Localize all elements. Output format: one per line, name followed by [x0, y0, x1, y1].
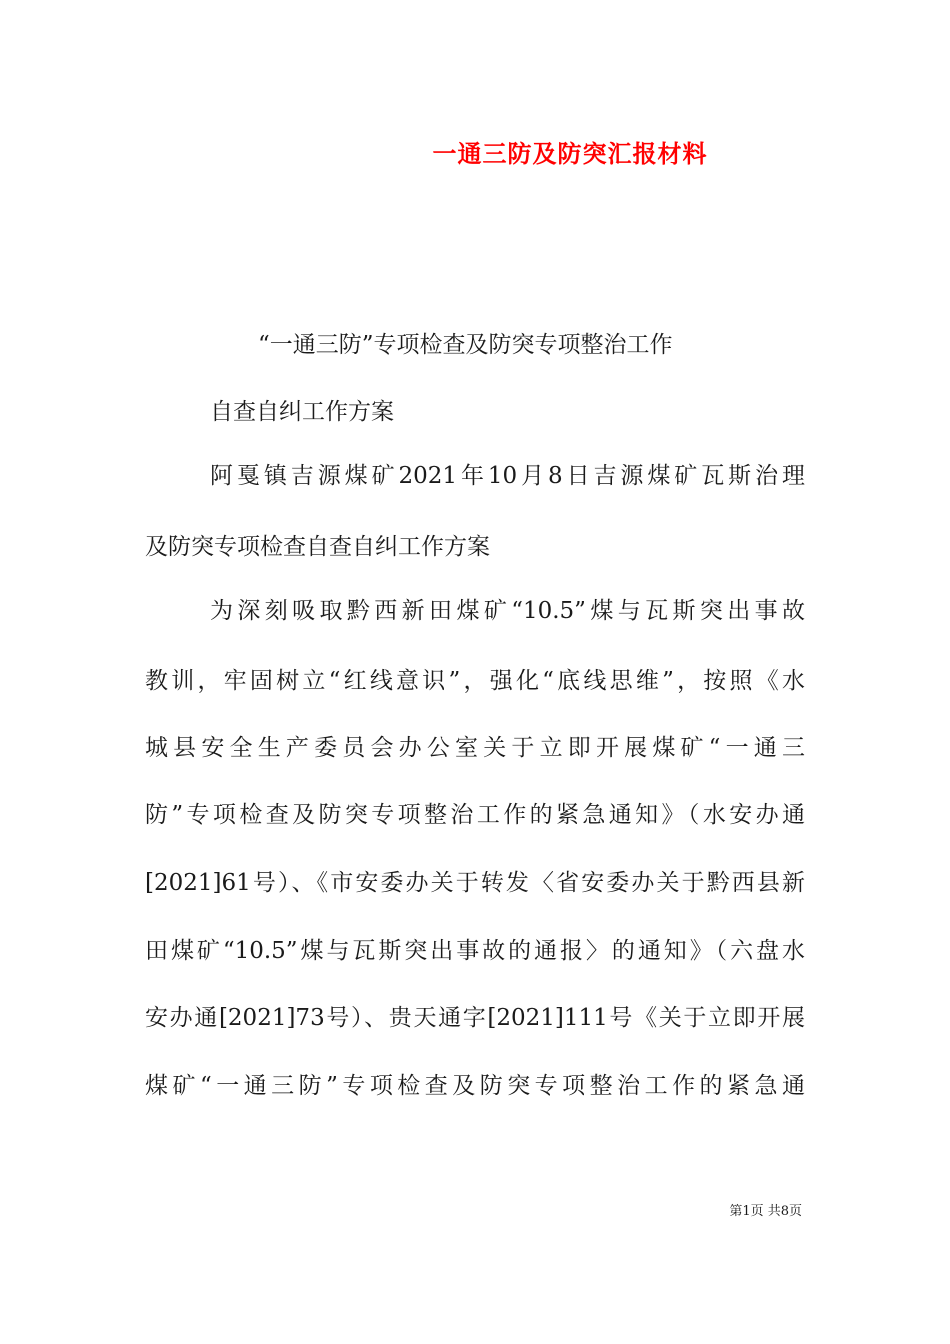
- paragraph-line: 煤矿“一通三防”专项检查及防突专项整治工作的紧急通: [145, 1073, 805, 1099]
- document-title: 一通三防及防突汇报材料: [432, 140, 708, 168]
- page-number-footer: 第1页 共8页: [729, 1204, 802, 1219]
- paragraph-line: [2021]61号）、《市安委办关于转发〈省安委办关于黔西县新: [145, 870, 805, 896]
- subtitle-line-2: 自查自纠工作方案: [210, 399, 394, 425]
- paragraph-line: 城县安全生产委员会办公室关于立即开展煤矿“一通三: [145, 735, 805, 761]
- paragraph-line: 防”专项检查及防突专项整治工作的紧急通知》（水安办通: [145, 802, 805, 828]
- paragraph-line: 阿戛镇吉源煤矿2021年10月8日吉源煤矿瓦斯治理: [210, 463, 805, 489]
- paragraph-line: 及防突专项检查自查自纠工作方案: [145, 534, 490, 560]
- subtitle-line-1: “一通三防”专项检查及防突专项整治工作: [258, 332, 673, 358]
- paragraph-line: 安办通[2021]73号）、贵天通字[2021]111号《关于立即开展: [145, 1005, 805, 1031]
- paragraph-line: 教训，牢固树立“红线意识”，强化“底线思维”，按照《水: [145, 668, 805, 694]
- paragraph-line: 田煤矿“10.5”煤与瓦斯突出事故的通报〉的通知》（六盘水: [145, 938, 805, 964]
- paragraph-line: 为深刻吸取黔西新田煤矿“10.5”煤与瓦斯突出事故: [210, 598, 805, 624]
